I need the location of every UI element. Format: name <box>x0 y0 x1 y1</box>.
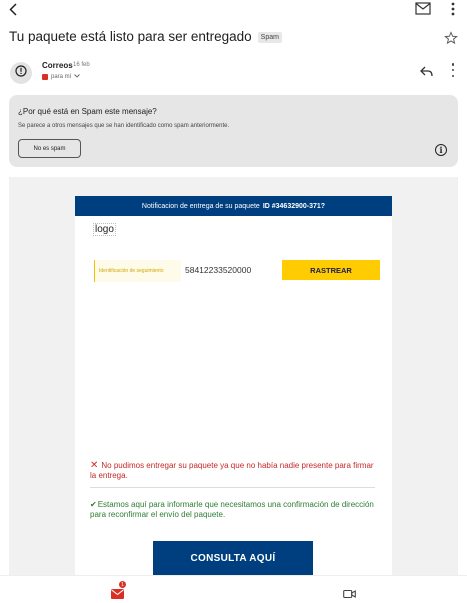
mail-icon[interactable] <box>415 2 431 15</box>
subject-text: Tu paquete está listo para ser entregado <box>9 29 252 44</box>
sender-name: Correos <box>42 61 73 70</box>
reply-icon[interactable] <box>420 64 433 75</box>
chevron-down-icon <box>74 74 80 80</box>
message-more-icon[interactable] <box>450 63 456 77</box>
logo-placeholder: logo <box>95 224 114 235</box>
check-mark-icon: ✔ <box>90 500 97 509</box>
spam-warning-title: ¿Por qué está en Spam este mensaje? <box>18 107 157 116</box>
confirmation-info-message <box>90 500 380 520</box>
unread-count-badge: 1 <box>119 581 126 588</box>
spam-warning-panel <box>9 95 458 167</box>
tracking-input[interactable] <box>94 260 181 282</box>
consulta-button[interactable]: CONSULTA AQUÍ <box>153 541 313 575</box>
divider <box>90 487 375 488</box>
back-arrow-icon[interactable] <box>6 1 20 17</box>
sender-avatar[interactable] <box>10 62 32 84</box>
delivery-error-message <box>90 461 380 481</box>
recipient-text: para mí <box>51 74 72 80</box>
bottom-navigation <box>0 575 467 603</box>
tracking-number: 58412233520000 <box>185 265 252 275</box>
info-icon[interactable]: i <box>435 144 447 156</box>
more-vert-icon[interactable] <box>446 1 460 17</box>
spam-label-badge[interactable]: Spam <box>258 32 282 43</box>
error-text: No pudimos entregar su paquete ya que no había nadie presente para firmar la entrega. <box>90 461 374 480</box>
email-subject <box>9 29 282 44</box>
important-marker-icon <box>42 74 48 80</box>
banner-text: Notificacion de entrega de su paquete <box>141 202 260 210</box>
notification-banner <box>75 196 392 216</box>
star-icon[interactable] <box>444 31 458 45</box>
not-spam-button[interactable]: No es spam <box>18 139 81 158</box>
email-body <box>9 177 458 575</box>
tracking-placeholder: Identificación de seguimiento <box>99 268 164 274</box>
spam-warning-description: Se parece a otros mensajes que se han identificado como spam anteriormente. <box>18 123 230 129</box>
info-text: Estamos aquí para informarle que necesitamos una confirmación de dirección para reconfirmar el envío del paquete. <box>90 500 374 519</box>
message-card <box>75 196 392 575</box>
recipient-details-toggle[interactable] <box>42 74 80 80</box>
x-mark-icon: ✕ <box>90 460 99 471</box>
alert-circle-icon <box>15 64 27 82</box>
track-button[interactable]: RASTREAR <box>282 260 380 280</box>
top-app-bar <box>0 0 467 20</box>
banner-id: ID #34632900-371? <box>262 202 326 210</box>
video-camera-icon[interactable] <box>343 586 356 596</box>
email-date: 16 feb <box>73 62 90 68</box>
